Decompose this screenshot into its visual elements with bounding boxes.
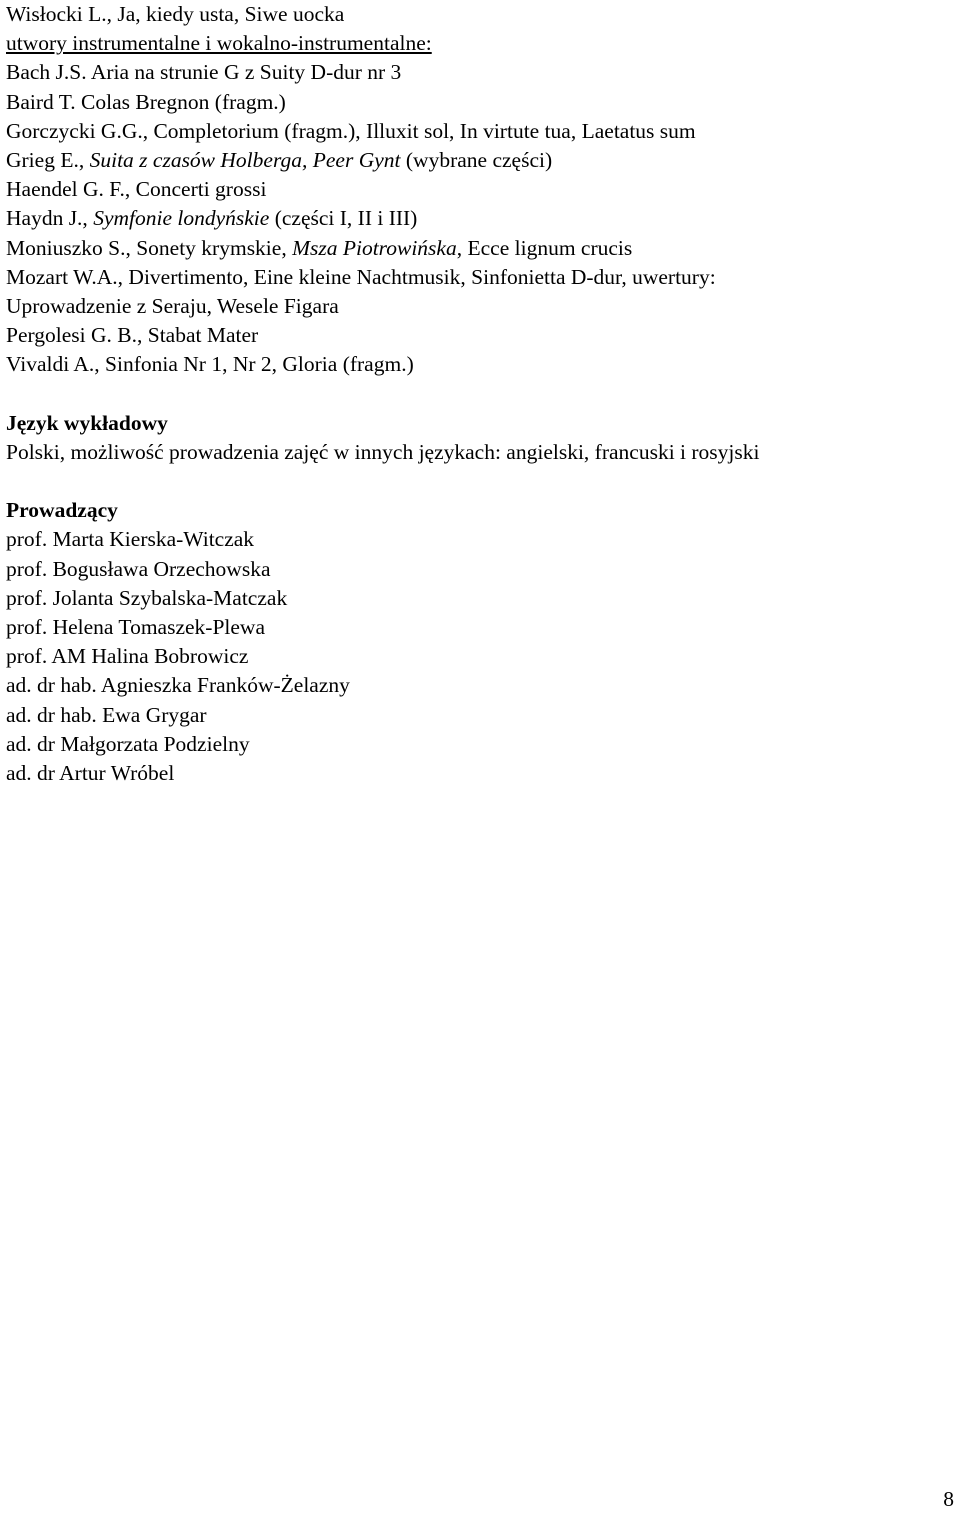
moniuszko-works-italic: Msza Piotrowińska: [292, 235, 457, 260]
section-spacer: [6, 467, 956, 496]
instructor-item: ad. dr hab. Agnieszka Franków-Żelazny: [6, 673, 350, 698]
haydn-rest: (części I, II i III): [269, 206, 418, 231]
grieg-rest: (wybrane części): [400, 147, 553, 172]
instructor-item: ad. dr hab. Ewa Grygar: [6, 702, 207, 727]
instrumental-works-heading: utwory instrumentalne i wokalno-instrumentalne:: [6, 31, 432, 56]
haydn-composer: Haydn J.,: [6, 206, 94, 231]
work-line-vivaldi: Vivaldi A., Sinfonia Nr 1, Nr 2, Gloria (fragm.): [6, 352, 414, 377]
instructor-item: prof. Jolanta Szybalska-Matczak: [6, 585, 288, 610]
intro-line: Wisłocki L., Ja, kiedy usta, Siwe uocka: [6, 2, 345, 26]
instructors-heading: Prowadzący: [6, 498, 118, 523]
work-line-moniuszko: [6, 234, 956, 263]
work-line-mozart-1: Mozart W.A., Divertimento, Eine kleine Nachtmusik, Sinfonietta D-dur, uwertury:: [6, 264, 716, 289]
section-spacer: [6, 379, 956, 408]
grieg-works-italic: Suita z czasów Holberga, Peer Gynt: [89, 147, 401, 172]
language-text: Polski, możliwość prowadzenia zajęć w innych językach: angielski, francuski i rosyjski: [6, 439, 760, 464]
work-line-bach: Bach J.S. Aria na strunie G z Suity D-dur nr 3: [6, 60, 402, 85]
page-number: 8: [943, 1487, 954, 1511]
language-heading: Język wykładowy: [6, 410, 168, 435]
instructor-item: prof. Marta Kierska-Witczak: [6, 527, 255, 552]
work-line-mozart-2: Uprowadzenie z Seraju, Wesele Figara: [6, 293, 339, 318]
instructor-item: prof. Helena Tomaszek-Plewa: [6, 614, 265, 639]
moniuszko-rest: , Ecce lignum crucis: [456, 235, 633, 260]
moniuszko-composer: Moniuszko S., Sonety krymskie,: [6, 235, 293, 260]
work-line-grieg: [6, 146, 956, 175]
document-body: [6, 0, 956, 788]
work-line-pergolesi: Pergolesi G. B., Stabat Mater: [6, 323, 259, 348]
instructor-item: ad. dr Małgorzata Podzielny: [6, 731, 250, 756]
grieg-composer: Grieg E.,: [6, 147, 90, 172]
instructor-item: prof. Bogusława Orzechowska: [6, 556, 271, 581]
instructor-item: ad. dr Artur Wróbel: [6, 760, 175, 785]
work-line-baird: Baird T. Colas Bregnon (fragm.): [6, 89, 286, 114]
work-line-haendel: Haendel G. F., Concerti grossi: [6, 177, 267, 202]
work-line-gorczycki: Gorczycki G.G., Completorium (fragm.), Illuxit sol, In virtute tua, Laetatus sum: [6, 118, 696, 143]
instructor-item: prof. AM Halina Bobrowicz: [6, 644, 249, 669]
work-line-haydn: [6, 204, 956, 233]
haydn-works-italic: Symfonie londyńskie: [93, 206, 270, 231]
